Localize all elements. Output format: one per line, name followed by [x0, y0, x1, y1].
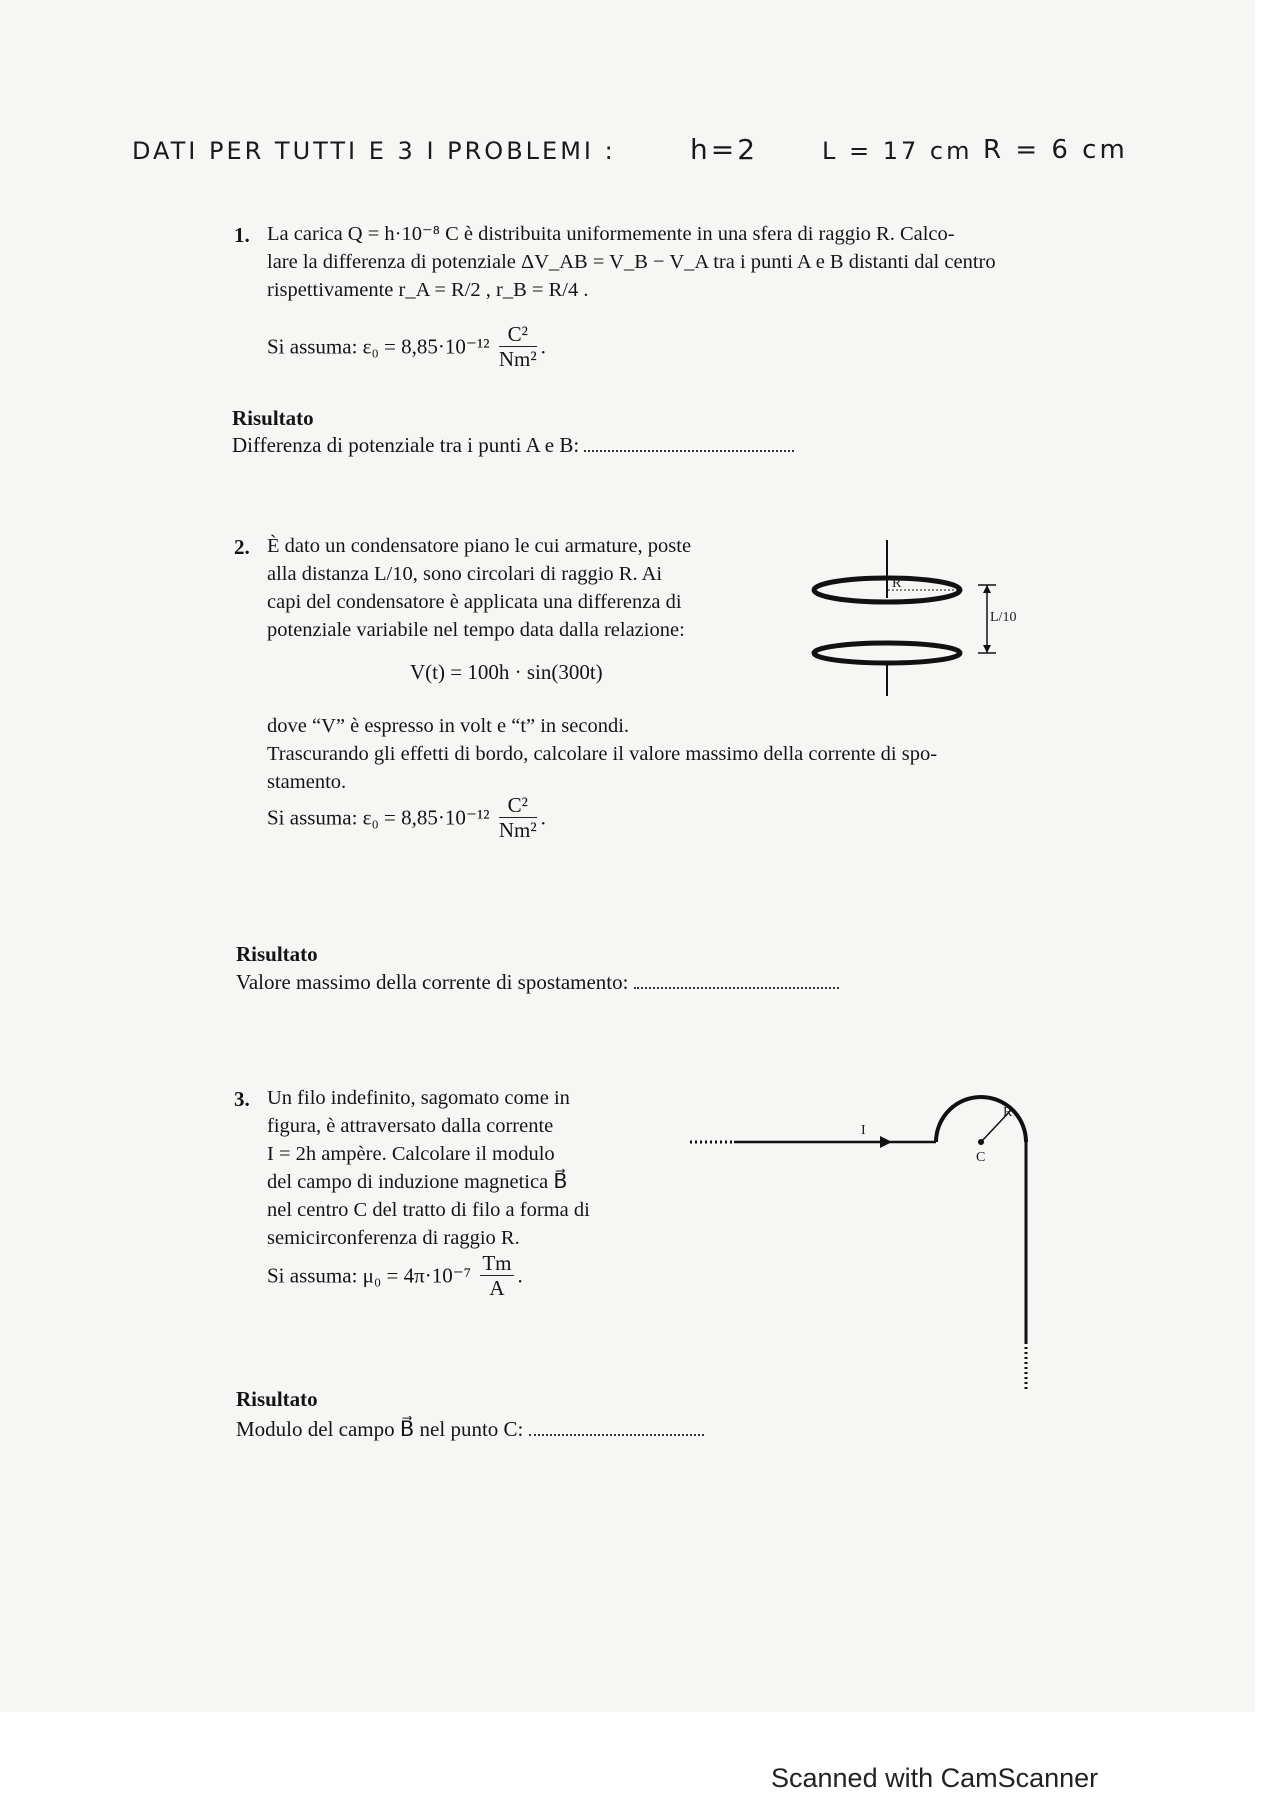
fraction-denominator: Nm²: [498, 347, 537, 371]
result-text: Valore massimo della corrente di spostamento:: [236, 970, 629, 994]
problem-2-line: potenziale variabile nel tempo data dalla relazione:: [267, 619, 685, 641]
problem-2-text-intro: [267, 532, 772, 644]
problem-2-result: [236, 967, 839, 997]
fraction-numerator: Tm: [482, 1251, 512, 1275]
current-label: I: [861, 1123, 866, 1138]
problem-1-line: La carica Q = h·10⁻⁸ C è distribuita uniformemente in una sfera di raggio R. Calco-: [267, 223, 955, 245]
capacitor-radius-label: R: [892, 576, 902, 591]
problem-2-text-main: [267, 712, 1067, 796]
assumption-fraction: [480, 1251, 513, 1300]
problem-3-line: semicirconferenza di raggio R.: [267, 1227, 520, 1249]
problem-2-line: È dato un condensatore piano le cui armature, poste: [267, 535, 692, 557]
problem-3-text: [267, 1084, 639, 1252]
result-text: Modulo del campo B⃗ nel punto C:: [236, 1417, 524, 1441]
problem-1-result-label: Risultato: [232, 406, 314, 430]
problem-3-line: I = 2h ampère. Calcolare il modulo: [267, 1143, 555, 1165]
fraction-denominator: Nm²: [498, 818, 537, 842]
problem-3-result-label: Risultato: [236, 1387, 318, 1411]
assumption-text: Si assuma: ε₀ = 8,85·10⁻¹²: [267, 805, 490, 830]
problem-2-line: Trascurando gli effetti di bordo, calcolare il valore massimo della corrente di spo-: [267, 743, 938, 765]
fraction-numerator: C²: [499, 322, 537, 347]
problem-3-line: del campo di induzione magnetica B⃗: [267, 1171, 568, 1193]
capacitor-distance-label: L/10: [990, 610, 1017, 625]
assumption-text: Si assuma: μ₀ = 4π·10⁻⁷: [267, 1263, 472, 1288]
fraction-denominator: A: [489, 1276, 505, 1300]
header-L-value: L = 17 cm: [822, 137, 973, 165]
answer-blank[interactable]: [529, 1416, 704, 1436]
fraction-numerator: C²: [499, 793, 537, 818]
header-h-value: h=2: [690, 133, 759, 166]
center-label: C: [976, 1150, 986, 1165]
assumption-fraction: [499, 793, 537, 842]
problem-1-number: 1.: [234, 223, 250, 247]
problem-3-result: [236, 1414, 704, 1444]
camscanner-watermark: Scanned with CamScanner: [771, 1763, 1099, 1793]
problem-2-formula: V(t) = 100h · sin(300t): [410, 660, 603, 684]
problem-3-assumption: Si assuma: μ₀ = 4π·10⁻⁷ $\frac{Tm}{A}$ .: [267, 1251, 523, 1300]
problem-1-line: lare la differenza di potenziale ΔV_AB = V_B − V_A tra i punti A e B distanti dal centro: [267, 251, 996, 273]
problem-2-line: alla distanza L/10, sono circolari di raggio R. Ai: [267, 563, 663, 585]
problem-2-number: 2.: [234, 535, 250, 559]
problem-3-line: Un filo indefinito, sagomato come in: [267, 1087, 570, 1109]
problem-2-line: dove “V” è espresso in volt e “t” in secondi.: [267, 715, 630, 737]
wire-figure: [690, 1085, 1070, 1395]
problem-2-result-label: Risultato: [236, 942, 318, 966]
assumption-fraction: [499, 322, 537, 371]
answer-blank[interactable]: [634, 969, 839, 989]
problem-1-line: rispettivamente r_A = R/2 , r_B = R/4 .: [267, 279, 589, 301]
problem-1-assumption: Si assuma: ε₀ = 8,85·10⁻¹² $\frac{\text{C²}}{\text{Nm²}}$ .: [267, 322, 546, 371]
result-text: Differenza di potenziale tra i punti A e B:: [232, 433, 580, 457]
problem-3-line: nel centro C del tratto di filo a forma di: [267, 1199, 590, 1221]
capacitor-figure: [806, 540, 1026, 700]
problem-1-text: [267, 220, 1057, 304]
answer-blank[interactable]: [584, 432, 794, 452]
problem-2-assumption: Si assuma: ε₀ = 8,85·10⁻¹² $\frac{\text{C²}}{\text{Nm²}}$ .: [267, 793, 546, 842]
problem-2-line: stamento.: [267, 771, 347, 793]
problem-1-result: [232, 430, 794, 460]
radius-label: R: [1003, 1105, 1013, 1120]
problem-3-number: 3.: [234, 1087, 250, 1111]
header-title: DATI PER TUTTI E 3 I PROBLEMI :: [132, 137, 616, 165]
header-R-value: R = 6 cm: [983, 135, 1128, 165]
problem-2-line: capi del condensatore è applicata una differenza di: [267, 591, 682, 613]
problem-3-line: figura, è attraversato dalla corrente: [267, 1115, 554, 1137]
assumption-text: Si assuma: ε₀ = 8,85·10⁻¹²: [267, 334, 490, 359]
